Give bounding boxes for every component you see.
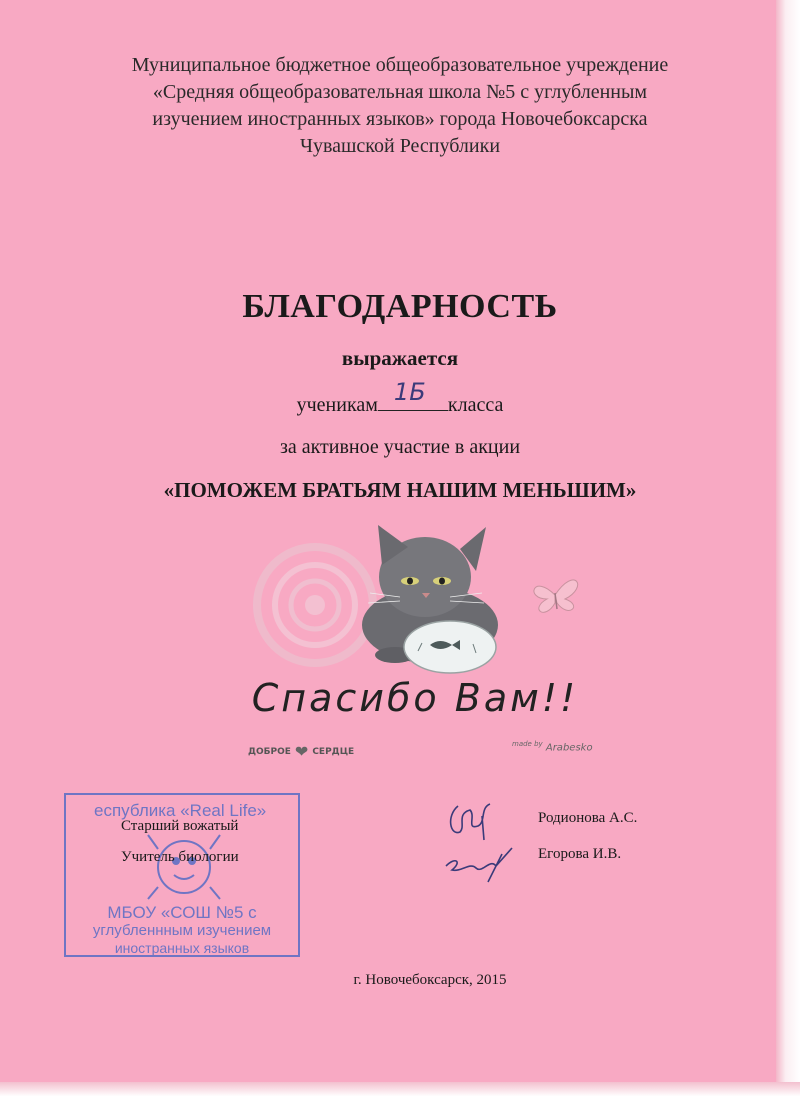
class-handwritten: 1Б <box>393 378 426 406</box>
header-line-2: «Средняя общеобразовательная школа №5 с углубленным <box>152 81 648 103</box>
header-line-3: изучением иностранных языков» города Новочебоксарска <box>152 108 648 130</box>
signatory-1-role: Старший вожатый <box>121 818 239 834</box>
campaign-name: «ПОМОЖЕМ БРАТЬЯМ НАШИМ МЕНЬШИМ» <box>163 478 637 502</box>
school-header <box>100 52 700 160</box>
header-line-1: Муниципальное бюджетное общеобразовательное учреждение <box>131 54 669 76</box>
stamp-line-3: углубленнным изучением <box>92 922 272 939</box>
recipient-suffix: класса <box>447 394 504 416</box>
signatory-2-name: Егорова И.В. <box>538 846 622 862</box>
logo-right-text: Arabesko <box>545 742 593 754</box>
stamp-line-1: еспублика «Real Life» <box>94 801 267 820</box>
logo-left-word-b: СЕРДЦЕ <box>312 746 355 757</box>
stamp-line-2: МБОУ «СОШ №5 с <box>107 903 257 922</box>
butterfly-icon <box>534 580 578 612</box>
recipient-prefix: ученикам <box>296 394 378 416</box>
signatory-1-name: Родионова А.С. <box>538 810 638 826</box>
place-and-year: г. Новочебоксарск, 2015 <box>353 972 507 988</box>
stamp-line-4: иностранных языков <box>114 940 250 956</box>
decorative-circles <box>257 547 373 663</box>
expressed-label: выражается <box>341 346 459 370</box>
heart-icon: ❤ <box>294 742 309 761</box>
handwritten-signatures <box>436 796 526 891</box>
thanks-handwriting: Спасибо Вам!! <box>251 676 579 720</box>
header-line-4: Чувашской Республики <box>299 135 501 157</box>
logo-right-small: made by <box>512 740 543 748</box>
certificate-title: БЛАГОДАРНОСТЬ <box>242 288 558 325</box>
reason-line: за активное участие в акции <box>279 436 521 458</box>
kitten-illustration <box>250 505 620 675</box>
recipient-line <box>0 378 800 417</box>
class-blank <box>378 378 448 411</box>
logo-arabesko <box>512 740 593 753</box>
scan-margin-bottom <box>0 1082 800 1100</box>
signatory-2-role: Учитель биологии <box>121 849 239 865</box>
scan-margin-right <box>776 0 800 1100</box>
logo-good-heart <box>248 742 354 761</box>
fish-bowl-icon <box>404 621 496 673</box>
logo-left-word-a: ДОБРОЕ <box>248 746 291 757</box>
